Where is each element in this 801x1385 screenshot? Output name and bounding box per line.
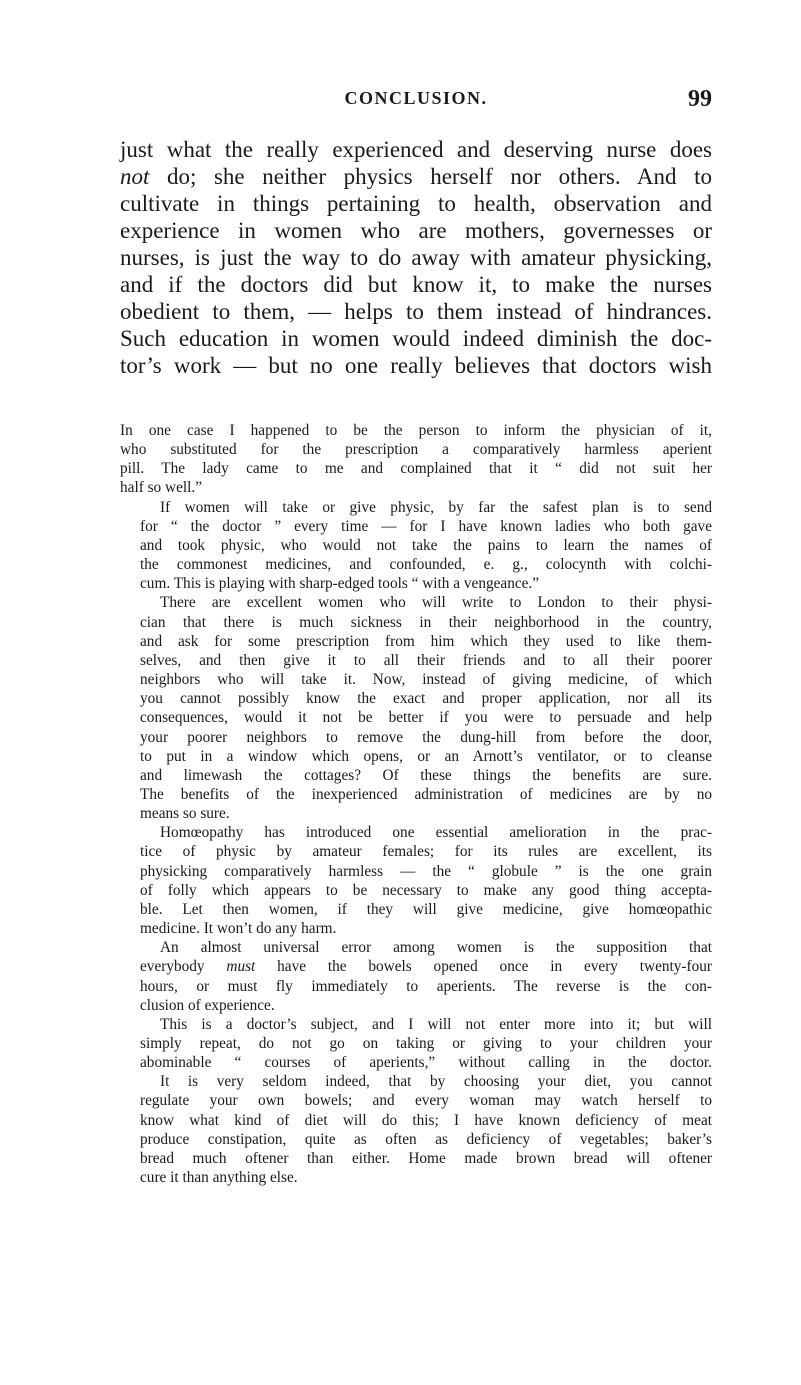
footnote-paragraph (120, 498, 712, 594)
footnote-line-rest: have the bowels opened once in every twenty-four (255, 958, 713, 976)
footnote-text (120, 421, 712, 1187)
footnote-line: half so well.” (120, 479, 202, 497)
footnote-line: produce constipation, quite as often as deficiency of vegetables; baker’s (140, 1130, 712, 1148)
footnote-line: hours, or must fly immediately to aperients. The reverse is the con- (140, 977, 712, 995)
footnote-line: regulate your own bowels; and every woman may watch herself to (140, 1092, 712, 1110)
footnote-line-start: everybody (140, 958, 227, 976)
footnote-paragraph (120, 593, 712, 823)
emphasis-not: not (120, 164, 150, 189)
footnote-line: The benefits of the inexperienced administration of medicines are by no (140, 785, 712, 803)
main-text-line: obedient to them, — helps to them instead of hindrances. (120, 299, 712, 324)
footnote-line: This is a doctor’s subject, and I will not enter more into it; but will (160, 1015, 712, 1033)
footnote-line: clusion of experience. (140, 996, 275, 1014)
footnote-line: and ask for some prescription from him which they used to like them- (140, 632, 712, 650)
footnote-line: It is very seldom indeed, that by choosing your diet, you cannot (160, 1073, 712, 1091)
main-text (120, 136, 712, 379)
footnote-line: There are excellent women who will write to London to their physi- (160, 594, 712, 612)
footnote-line: pill. The lady came to me and complained that it “ did not suit her (120, 460, 712, 478)
footnote-paragraph (120, 421, 712, 498)
main-text-line: cultivate in things pertaining to health, observation and (120, 191, 712, 216)
footnote-line: abominable “ courses of aperients,” without calling in the doctor. (140, 1054, 712, 1072)
main-text-line: just what the really experienced and deserving nurse does (120, 137, 712, 162)
main-text-line-rest: do; she neither physics herself nor others. And to (149, 164, 712, 189)
footnote-line: who substituted for the prescription a comparatively harmless aperient (120, 441, 712, 459)
footnote-line: tice of physic by amateur females; for its rules are excellent, its (140, 843, 712, 861)
main-text-line: Such education in women would indeed diminish the doc- (120, 326, 712, 351)
footnote-line (120, 957, 712, 976)
footnote-line: Homœopathy has introduced one essential amelioration in the prac- (160, 824, 712, 842)
footnote-line: selves, and then give it to all their friends and to all their poorer (140, 651, 712, 669)
footnote-line: bread much oftener than either. Home made brown bread will oftener (140, 1149, 712, 1167)
footnote-line: physicking comparatively harmless — the “ globule ” is the one grain (140, 862, 712, 880)
footnote-line: If women will take or give physic, by far the safest plan is to send (160, 498, 712, 516)
footnote-line: know what kind of diet will do this; I have known deficiency of meat (140, 1111, 712, 1129)
footnote-paragraph (120, 1015, 712, 1187)
emphasis-must: must (226, 958, 256, 976)
footnote-line: and took physic, who would not take the pains to learn the names of (140, 536, 712, 554)
footnote-line: consequences, would it not be better if you were to persuade and help (140, 709, 712, 727)
main-text-line: tor’s work — but no one really believes that doctors wish (120, 353, 712, 378)
footnote-paragraph (120, 938, 712, 1015)
footnote-line: and limewash the cottages? Of these things the benefits are sure. (140, 766, 712, 784)
main-text-line (120, 163, 712, 190)
footnote-line: ble. Let then women, if they will give medicine, give homœopathic (140, 900, 712, 918)
main-text-line: experience in women who are mothers, governesses or (120, 218, 712, 243)
footnote-line: your poorer neighbors to remove the dung-hill from before the door, (140, 728, 712, 746)
footnote-line: simply repeat, do not go on taking or giving to your children your (140, 1035, 712, 1052)
main-text-line: nurses, is just the way to do away with amateur physicking, (120, 245, 712, 270)
footnote-line: In one case I happened to be the person to inform the physician of it, (120, 422, 712, 439)
footnote-line: An almost universal error among women is the supposition that (160, 939, 712, 957)
running-head (120, 86, 712, 118)
footnote-line: neighbors who will take it. Now, instead of giving medicine, of which (140, 671, 712, 689)
footnote-line: cum. This is playing with sharp-edged tools “ with a vengeance.” (140, 575, 540, 593)
footnote-line: for “ the doctor ” every time — for I have known ladies who both gave (140, 517, 712, 535)
main-text-line: and if the doctors did but know it, to make the nurses (120, 272, 712, 297)
footnote-line: medicine. It won’t do any harm. (140, 920, 337, 938)
footnote-paragraph (120, 823, 712, 938)
footnote-line: cure it than anything else. (140, 1169, 298, 1187)
footnote-line: of folly which appears to be necessary to make any good thing accepta- (140, 881, 712, 899)
page-number: 99 (688, 86, 712, 112)
footnote-line: means so sure. (140, 805, 230, 823)
footnote-line: the commonest medicines, and confounded, e. g., colocynth with colchi- (140, 556, 712, 574)
footnote-line: you cannot possibly know the exact and proper application, nor all its (140, 690, 712, 708)
footnote-line: to put in a window which opens, or an Arnott’s ventilator, or to cleanse (140, 747, 712, 765)
chapter-title: CONCLUSION. (344, 88, 488, 108)
footnote-line: cian that there is much sickness in their neighborhood in the country, (140, 613, 712, 631)
